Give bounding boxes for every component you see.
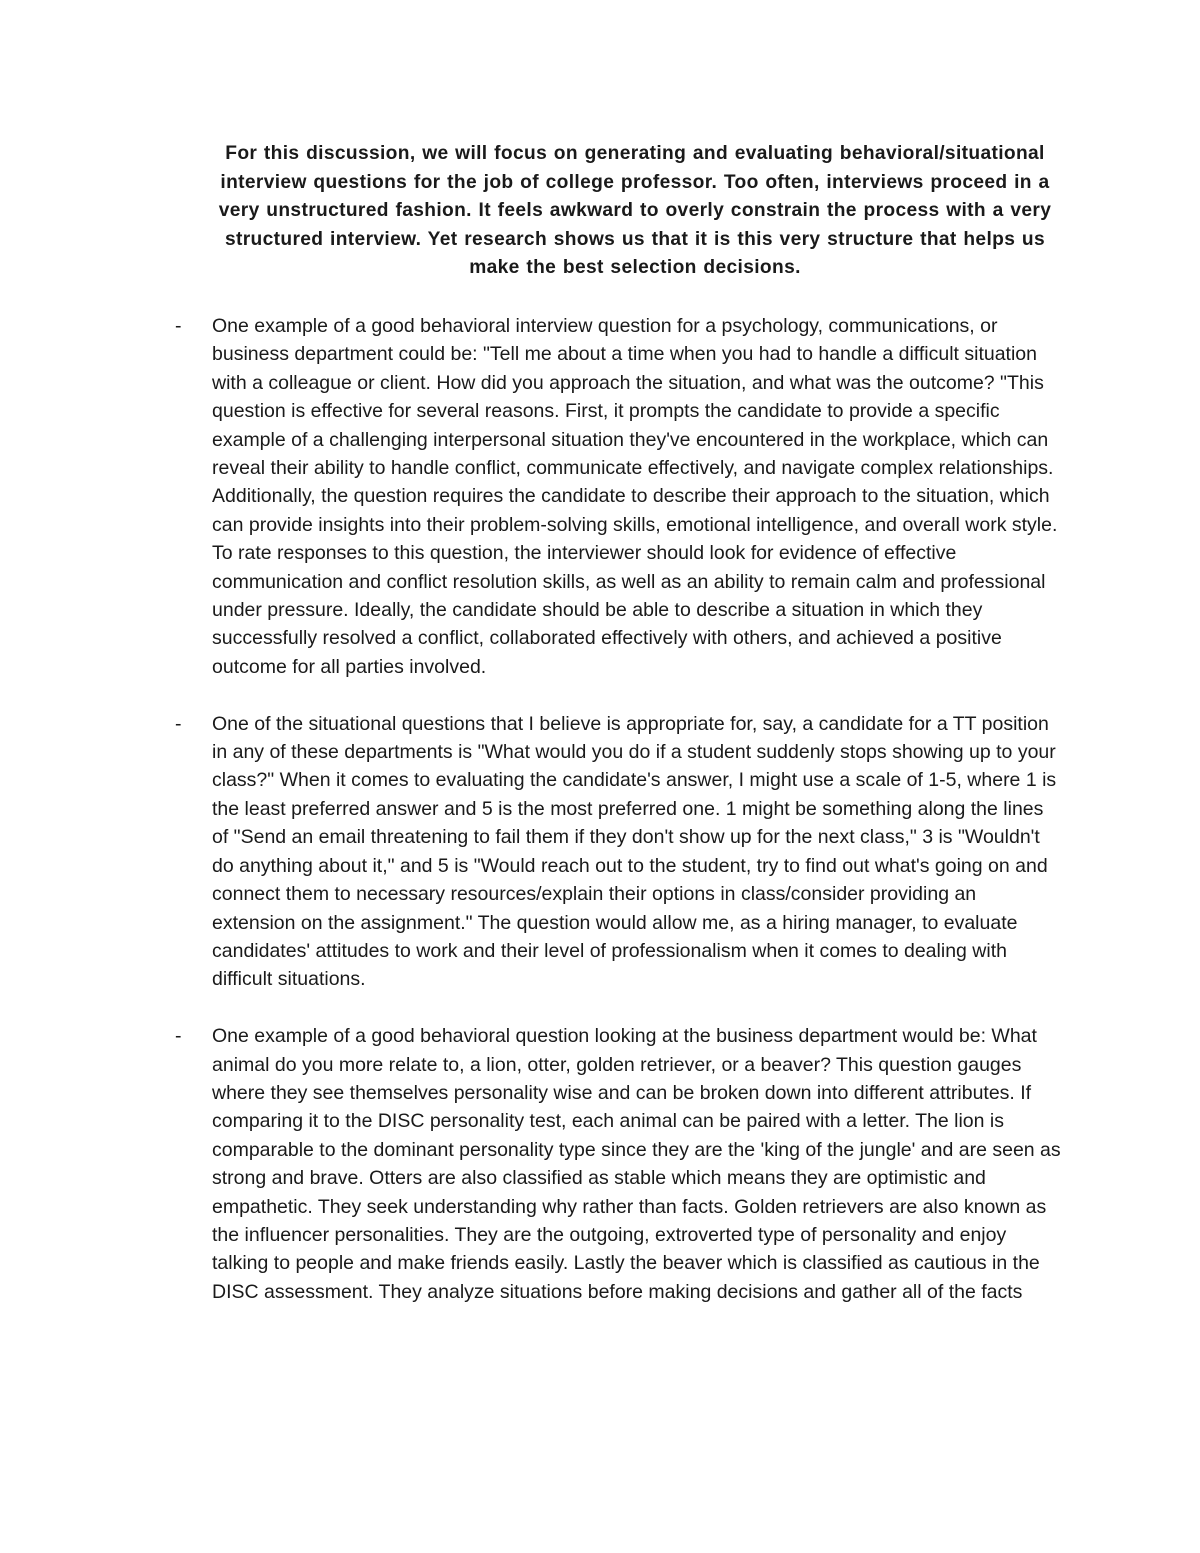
dash-bullet: - — [175, 315, 182, 337]
list-item-text: One example of a good behavioral interview question for a psychology, communications, or business department could be: "Tell me about a time when you had to handle a difficult situation with a colleague or client. How did you approach the situation, and what was the outcome? "This question is effective for several reasons. First, it prompts the candidate to provide a specific example of a challenging interpersonal situation they've encountered in the workplace, which can reveal their ability to handle conflict, communicate effectively, and navigate complex relationships. Additionally, the question requires the candidate to describe their approach to the situation, which can provide insights into their problem-solving skills, emotional intelligence, and overall work style. To rate responses to this question, the interviewer should look for evidence of effective communication and conflict resolution skills, as well as an ability to remain calm and professional under pressure. Ideally, the candidate should be able to describe a situation in which they successfully resolved a conflict, collaborated effectively with others, and achieved a positive outcome for all parties involved. — [212, 315, 1058, 678]
dash-bullet: - — [175, 712, 182, 735]
response-list — [0, 312, 1200, 1335]
discussion-heading: For this discussion, we will focus on generating and evaluating behavioral/situational interview questions for the job of college professor. Too often, interviews proceed in a very unstructured fashion. It feels awkward to overly constrain the process with a very structured interview. Yet research shows us that it is this very structure that helps us make the best selection decisions. — [218, 143, 1052, 279]
list-item — [0, 710, 1200, 994]
list-item — [0, 1022, 1200, 1306]
list-item-text: One example of a good behavioral question looking at the business department would be: What animal do you more relate to, a lion, otter, golden retriever, or a beaver? This question gauges where they see themselves personality wise and can be broken down into different attributes. If comparing it to the DISC personality test, each animal can be paired with a letter. The lion is comparable to the dominant personality type since they are the 'king of the jungle' and are seen as strong and brave. Otters are also classified as stable which means they are optimistic and empathetic. They seek understanding why rather than facts. Golden retrievers are also known as the influencer personalities. They are the outgoing, extroverted type of personality and enjoy talking to people and make friends easily. Lastly the beaver which is classified as cautious in the DISC assessment. They analyze situations before making decisions and gather all of the facts — [212, 1025, 1061, 1303]
dash-bullet: - — [175, 1025, 182, 1048]
list-item-text: One of the situational questions that I believe is appropriate for, say, a candidate for a TT position in any of these departments is "What would you do if a student suddenly stops showing up to your class?" When it comes to evaluating the candidate's answer, I might use a scale of 1-5, where 1 is the least preferred answer and 5 is the most preferred one. 1 might be something along the lines of "Send an email threatening to fail them if they don't show up for the next class," 3 is "Wouldn't do anything about it," and 5 is "Would reach out to the student, try to find out what's going on and connect them to necessary resources/explain their options in class/consider providing an extension on the assignment." The question would allow me, as a hiring manager, to evaluate candidates' attitudes to work and their level of professionalism when it comes to dealing with difficult situations. — [212, 712, 1057, 991]
list-item — [0, 312, 1200, 681]
